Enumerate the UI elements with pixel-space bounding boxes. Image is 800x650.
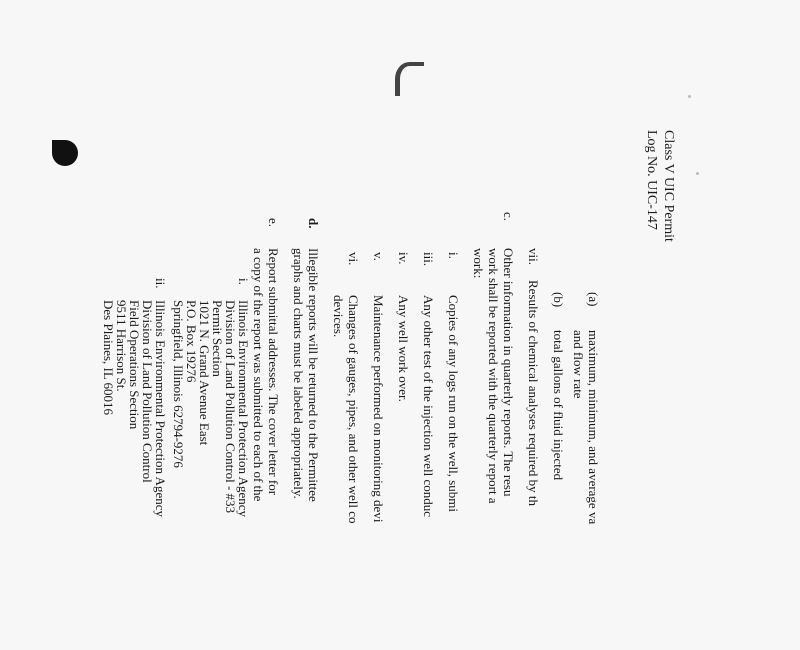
item-iii-text: Any other test of the injection well conduc [421, 295, 436, 518]
item-vii-label: vii. [526, 248, 541, 265]
address-1-line: Springfield, Illinois 62794-9276 [171, 300, 186, 468]
scan-speck [688, 95, 691, 98]
item-v-text: Maintenance performed on monitoring devi [371, 295, 386, 523]
item-i-text: Copies of any logs run on the well, submi [446, 295, 461, 513]
address-2-line: Field Operations Section [127, 300, 142, 430]
address-1-line: 1021 N. Grand Avenue East [197, 300, 212, 446]
item-e-text: Report submittal addresses. The cover letter for [266, 248, 281, 496]
scan-speck [696, 172, 699, 175]
item-vi-text-cont: devices. [331, 295, 346, 338]
item-d-text-cont: graphs and charts must be labeled appropriately. [291, 248, 306, 499]
address-2-line: Illinois Environmental Protection Agency [153, 300, 168, 517]
permit-class: Class V UIC Permit [661, 130, 676, 242]
log-number: Log No. UIC-147 [644, 130, 659, 230]
document-page [75, 130, 675, 650]
address-2-line: 9511 Harrison St. [114, 300, 129, 392]
address-2-line: Division of Land Pollution Control [140, 300, 155, 483]
item-e-label: e. [266, 218, 281, 228]
item-v-label: v. [371, 252, 386, 261]
item-c-text: Other information in quarterly reports. The resu [501, 248, 516, 497]
address-1-line: Permit Section [210, 300, 225, 377]
item-c-text-end: work: [471, 248, 486, 279]
item-vi-label: vi. [346, 252, 361, 266]
item-d-label: d. [306, 218, 321, 229]
punch-mark-top [395, 62, 424, 96]
item-d-text: Illegible reports will be returned to the Permittee [306, 248, 321, 502]
address-2-line: Des Plaines, IL 60016 [101, 300, 116, 416]
item-iii-label: iii. [421, 252, 436, 267]
address-1-line: Division of Land Pollution Control - #33 [223, 300, 238, 514]
item-e-text-cont: a copy of the report was submitted to each of the [251, 248, 266, 502]
item-iv-text: Any well work over. [396, 295, 411, 402]
address-1-line: P.O. Box 19276 [184, 300, 199, 383]
address-1-label: i. [236, 278, 251, 285]
item-a-text: maximum, minimum, and average va [586, 330, 601, 525]
address-2-label: ii. [153, 278, 168, 289]
item-i-label: i. [446, 252, 461, 259]
item-vi-text: Changes of gauges, pipes, and other well co [346, 295, 361, 524]
item-b-text: total gallons of fluid injected [551, 330, 566, 481]
item-c-label: c. [501, 212, 516, 222]
item-a-text-cont: and flow rate [571, 330, 586, 399]
item-c-text-cont: work shall be reported with the quarterly report a [486, 248, 501, 504]
item-iv-label: iv. [396, 252, 411, 265]
item-vii-text: Results of chemical analyses required by th [526, 280, 541, 506]
item-b-label: (b) [551, 292, 566, 308]
address-1-line: Illinois Environmental Protection Agency [236, 300, 251, 517]
item-a-label: (a) [586, 292, 601, 307]
